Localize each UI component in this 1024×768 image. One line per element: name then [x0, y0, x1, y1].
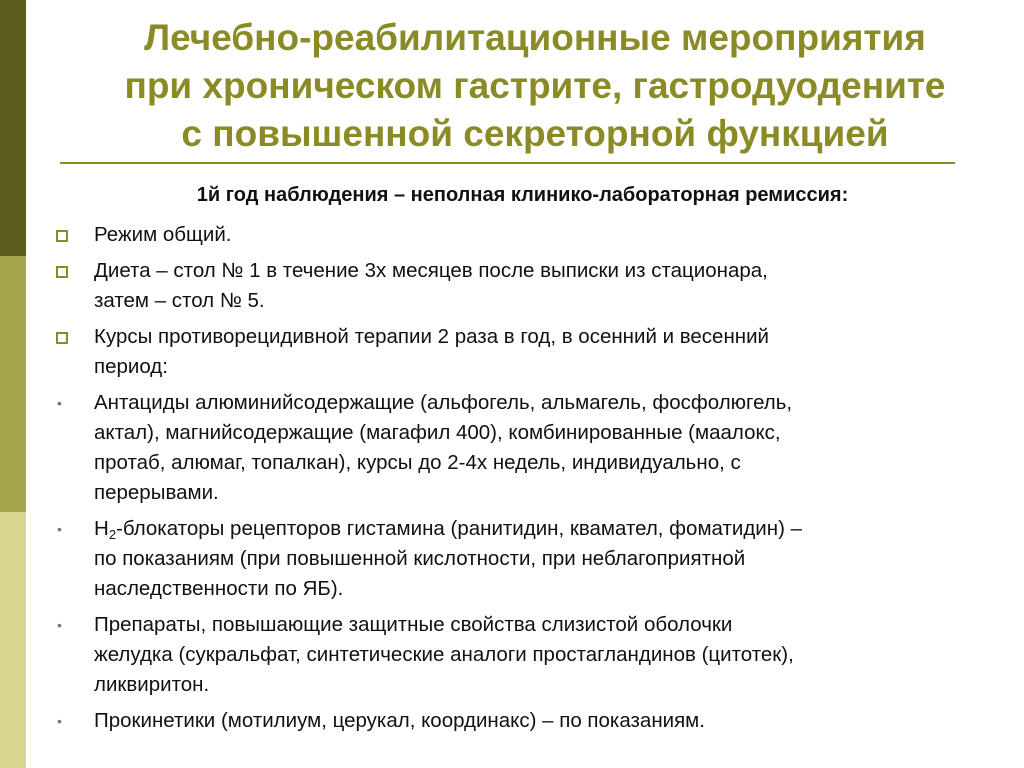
bullet-list	[50, 220, 990, 742]
decorative-sidebar	[0, 0, 26, 768]
list-item	[50, 220, 990, 250]
h2-rest: -блокаторы рецепторов гистамина (ранитидин, квамател, фоматидин) –	[116, 517, 802, 540]
h2-prefix: H	[94, 517, 109, 540]
square-bullet-icon	[50, 256, 80, 286]
slide-subtitle: 1й год наблюдения – неполная клинико-лабораторная ремиссия:	[196, 184, 849, 206]
sidebar-segment-light	[0, 512, 26, 768]
item-text: перерывами.	[94, 481, 219, 504]
list-item	[50, 388, 990, 508]
item-text: Режим общий.	[94, 223, 232, 246]
title-line: при хроническом гастрите, гастродуодените	[124, 65, 946, 106]
item-text: Препараты, повышающие защитные свойства слизистой оболочки	[94, 613, 733, 636]
item-text: желудка (сукральфат, синтетические аналоги простагландинов (цитотек),	[94, 643, 794, 666]
dot-bullet-icon: •	[57, 395, 62, 411]
list-item	[50, 706, 990, 736]
list-item	[50, 322, 990, 382]
dot-bullet-icon: •	[57, 617, 62, 633]
title-line: с повышенной секреторной функцией	[181, 113, 889, 154]
dot-bullet-icon: •	[57, 521, 62, 537]
item-text: ликвиритон.	[94, 673, 210, 696]
list-item	[50, 256, 990, 316]
dot-bullet-icon: •	[57, 713, 62, 729]
slide-title	[60, 14, 1010, 158]
list-item	[50, 514, 990, 604]
sidebar-segment-mid	[0, 256, 26, 512]
item-text: протаб, алюмаг, топалкан), курсы до 2-4х недель, индивидуально, с	[94, 451, 741, 474]
title-line: Лечебно-реабилитационные мероприятия	[144, 17, 926, 58]
square-bullet-icon	[50, 322, 80, 352]
item-text	[94, 514, 990, 544]
square-bullet-icon	[50, 220, 80, 250]
item-text: Диета – стол № 1 в течение 3х месяцев после выписки из стационара,	[94, 259, 768, 282]
item-text: актал), магнийсодержащие (магафил 400), комбинированные (маалокс,	[94, 421, 781, 444]
item-text: затем – стол № 5.	[94, 289, 265, 312]
item-text: Прокинетики (мотилиум, церукал, координакс) – по показаниям.	[94, 709, 705, 732]
item-text: период:	[94, 355, 168, 378]
h2-subscript: 2	[108, 527, 117, 542]
title-underline	[60, 162, 955, 164]
item-text: Антациды алюминийсодержащие (альфогель, альмагель, фосфолюгель,	[94, 391, 793, 414]
item-text: наследственности по ЯБ).	[94, 577, 344, 600]
item-text: Курсы противорецидивной терапии 2 раза в год, в осенний и весенний	[94, 325, 769, 348]
list-item	[50, 610, 990, 700]
item-text: по показаниям (при повышенной кислотности, при неблагоприятной	[94, 547, 746, 570]
sidebar-segment-dark	[0, 0, 26, 256]
